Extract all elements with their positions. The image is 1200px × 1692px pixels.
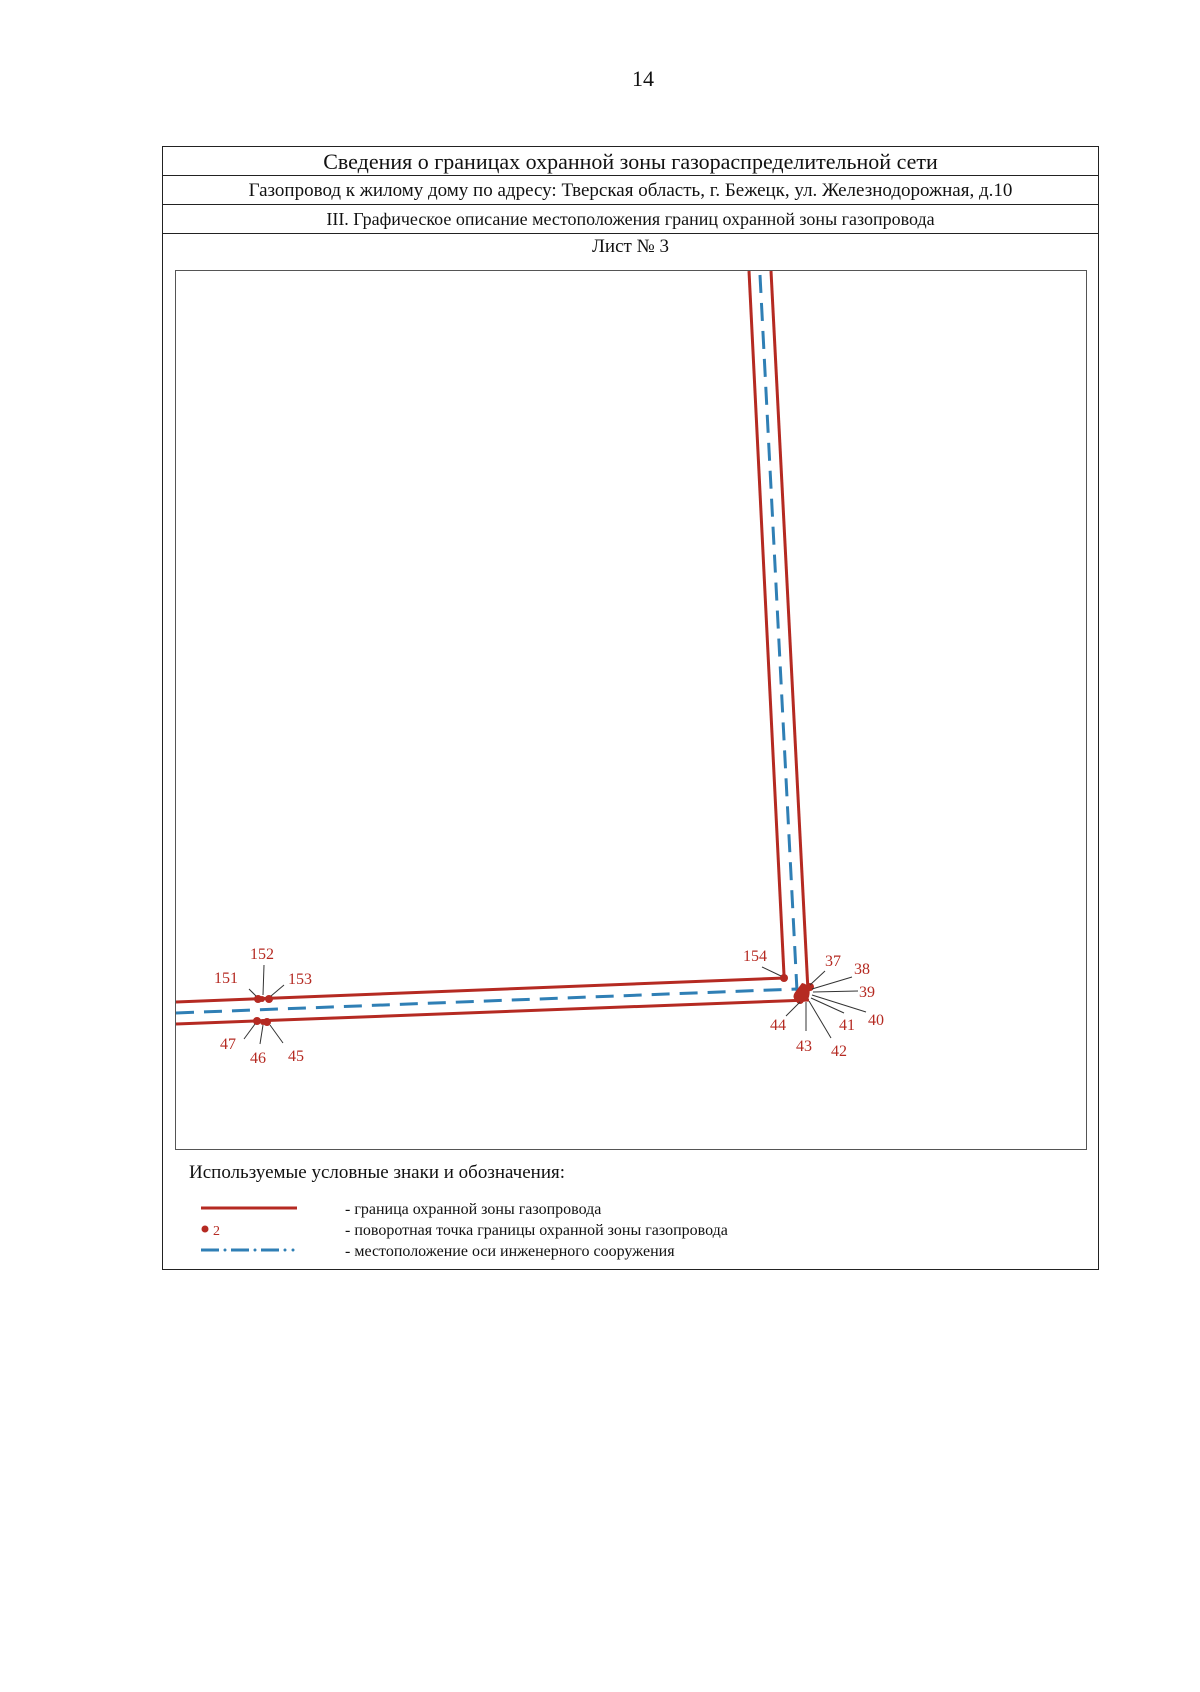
point-label-44: 44 <box>770 1017 786 1034</box>
point-label-43: 43 <box>796 1038 812 1055</box>
turning-point-symbol <box>201 1221 301 1241</box>
sheet-number: Лист № 3 <box>592 236 669 257</box>
section-title: III. Графическое описание местоположения границ охранной зоны газопровода <box>163 205 1098 234</box>
boundary-line-vertical-right <box>771 271 808 991</box>
legend-point-sample-label: 2 <box>213 1224 220 1239</box>
turning-point-44 <box>796 996 804 1004</box>
point-label-153: 153 <box>288 971 312 988</box>
point-label-37: 37 <box>825 953 841 970</box>
turning-point-47 <box>253 1017 261 1025</box>
turning-point-45 <box>263 1018 271 1026</box>
legend-item-point <box>163 1221 1098 1241</box>
map-svg <box>176 271 1086 1149</box>
point-label-45: 45 <box>288 1048 304 1065</box>
axis-line-symbol <box>201 1242 301 1262</box>
turning-point-152 <box>259 996 265 1002</box>
legend-item-boundary <box>163 1200 1098 1220</box>
point-label-152: 152 <box>250 946 274 963</box>
legend-text-boundary: - граница охранной зоны газопровода <box>345 1201 602 1218</box>
point-label-46: 46 <box>250 1050 266 1067</box>
boundary-line-symbol <box>201 1200 301 1220</box>
turning-point-153 <box>265 995 273 1003</box>
point-label-40: 40 <box>868 1012 884 1029</box>
page-number: 14 <box>632 66 654 91</box>
point-label-154: 154 <box>743 948 767 965</box>
legend-title: Используемые условные знаки и обозначения: <box>189 1162 566 1183</box>
document-frame <box>162 146 1099 1270</box>
point-label-151: 151 <box>214 970 238 987</box>
legend-item-axis <box>163 1242 1098 1262</box>
point-label-38: 38 <box>854 961 870 978</box>
legend-text-axis: - местоположение оси инженерного сооружения <box>345 1243 675 1260</box>
boundary-line-horizontal-bottom <box>176 1000 809 1024</box>
legend-text-point: - поворотная точка границы охранной зоны газопровода <box>345 1222 728 1239</box>
point-label-39: 39 <box>859 984 875 1001</box>
turning-point-37 <box>806 983 814 991</box>
point-label-41: 41 <box>839 1017 855 1034</box>
point-label-47: 47 <box>220 1036 236 1053</box>
map-drawing <box>175 270 1087 1150</box>
turning-point-154 <box>780 974 788 982</box>
point-label-42: 42 <box>831 1043 847 1060</box>
object-description: Газопровод к жилому дому по адресу: Тверская область, г. Бежецк, ул. Железнодорожная, д.10 <box>163 176 1098 205</box>
document-title: Сведения о границах охранной зоны газораспределительной сети <box>163 147 1098 176</box>
